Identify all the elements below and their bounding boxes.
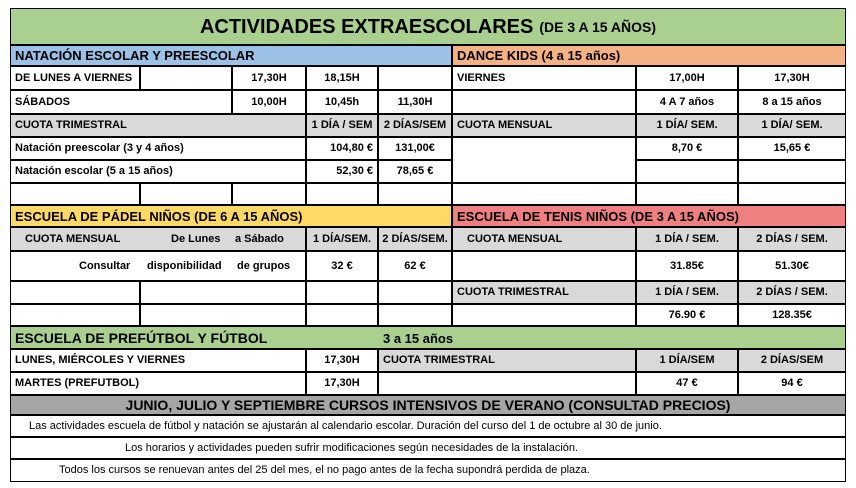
futbol-tuesday-label: MARTES (PREFUTBOL) (10, 372, 306, 395)
futbol-price-2: 94 € (738, 372, 846, 395)
natacion-escolar-price-1: 52,30 € (306, 160, 378, 183)
natacion-saturday-time-2: 10,45h (306, 90, 378, 114)
empty-cell (452, 183, 636, 205)
empty-cell (10, 281, 140, 304)
title-main: ACTIVIDADES EXTRAESCOLARES (199, 15, 534, 38)
empty-cell (738, 160, 846, 183)
empty-cell (378, 304, 452, 326)
natacion-preescolar-label: Natación preescolar (3 y 4 años) (10, 137, 306, 160)
natacion-weekdays-time-1: 17,30H (232, 66, 306, 90)
futbol-fee-label: CUOTA TRIMESTRAL (378, 349, 636, 372)
natacion-escolar-price-2: 78,65 € (378, 160, 452, 183)
futbol-ages: 3 a 15 años (383, 331, 454, 346)
natacion-escolar-label: Natación escolar (5 a 15 años) (10, 160, 306, 183)
empty-cell (636, 160, 738, 183)
empty-cell (378, 372, 636, 395)
futbol-fee-col-2: 2 DÍAS/SEM (738, 349, 846, 372)
tenis-quarterly-price-1: 76.90 € (636, 304, 738, 326)
tenis-monthly-price-2: 51.30€ (738, 251, 846, 281)
empty-cell (452, 90, 636, 114)
empty-cell (140, 281, 306, 304)
empty-cell (10, 304, 140, 326)
empty-cell (306, 281, 378, 304)
empty-cell (306, 183, 378, 205)
dance-fee-col-1: 1 DÍA/ SEM. (636, 114, 738, 137)
padel-fee-col-2: 2 DÍAS/SEM. (378, 227, 452, 251)
futbol-fee-col-1: 1 DÍA/SEM (636, 349, 738, 372)
note-1: Las actividades escuela de fútbol y natación se ajustarán al calendario escolar. Duración del curso del 1 de octubre al 30 de junio. (10, 415, 846, 437)
tenis-monthly-price-1: 31.85€ (636, 251, 738, 281)
dance-price-1: 8,70 € (636, 137, 738, 160)
empty-cell (306, 304, 378, 326)
padel-days-to: a Sábado (235, 233, 284, 245)
dance-age-2: 8 a 15 años (738, 90, 846, 114)
empty-cell (378, 281, 452, 304)
padel-price-1: 32 € (306, 251, 378, 281)
tenis-quarterly-label: CUOTA TRIMESTRAL (452, 281, 636, 304)
tenis-header: ESCUELA DE TENIS NIÑOS (DE 3 A 15 AÑOS) (452, 205, 846, 227)
padel-fee-col-1: 1 DÍA/SEM. (306, 227, 378, 251)
natacion-saturday-time-3: 11,30H (378, 90, 452, 114)
empty-cell (140, 66, 232, 90)
empty-cell (232, 183, 306, 205)
padel-note-word-1: Consultar (79, 260, 131, 272)
padel-note-word-3: de grupos (237, 260, 291, 272)
dance-age-1: 4 A 7 años (636, 90, 738, 114)
futbol-weekdays-label: LUNES, MIÉRCOLES Y VIERNES (10, 349, 306, 372)
natacion-saturday-label: SÁBADOS (10, 90, 232, 114)
dance-day-label: VIERNES (452, 66, 636, 90)
activities-sheet (10, 8, 846, 482)
natacion-weekdays-label: DE LUNES A VIERNES (10, 66, 140, 90)
empty-cell (140, 183, 232, 205)
title-sub: (DE 3 A 15 AÑOS) (539, 18, 657, 35)
empty-cell (636, 183, 738, 205)
tenis-monthly-col-1: 1 DÍA / SEM. (636, 227, 738, 251)
summer-banner: JUNIO, JULIO Y SEPTIEMBRE CURSOS INTENSIVOS DE VERANO (CONSULTAD PRECIOS) (10, 395, 846, 415)
futbol-price-1: 47 € (636, 372, 738, 395)
padel-price-2: 62 € (378, 251, 452, 281)
empty-cell (378, 183, 452, 205)
tenis-quarterly-col-1: 1 DÍA / SEM. (636, 281, 738, 304)
padel-days-from: De Lunes (171, 233, 221, 245)
dance-price-2: 15,65 € (738, 137, 846, 160)
tenis-quarterly-col-2: 2 DÍAS / SEM. (738, 281, 846, 304)
empty-cell (452, 137, 636, 183)
futbol-header-bar (10, 326, 846, 349)
natacion-saturday-time-1: 10,00H (232, 90, 306, 114)
dance-time-1: 17,00H (636, 66, 738, 90)
padel-fee-row (10, 227, 306, 251)
natacion-preescolar-price-2: 131,00€ (378, 137, 452, 160)
title-bar (10, 8, 846, 45)
empty-cell (738, 183, 846, 205)
tenis-quarterly-price-2: 128.35€ (738, 304, 846, 326)
tenis-monthly-label: CUOTA MENSUAL (452, 227, 636, 251)
padel-availability-row (10, 251, 306, 281)
empty-cell (378, 66, 452, 90)
futbol-header: ESCUELA DE PREFÚTBOL Y FÚTBOL (15, 329, 268, 346)
natacion-fee-col-2: 2 DÍAS/SEM (378, 114, 452, 137)
tenis-monthly-col-2: 2 DÍAS / SEM. (738, 227, 846, 251)
note-3: Todos los cursos se renuevan antes del 25 del mes, el no pago antes de la fecha supondrá perdida de plaza. (10, 459, 846, 482)
dance-time-2: 17,30H (738, 66, 846, 90)
dance-header: DANCE KIDS (4 a 15 años) (452, 45, 846, 66)
natacion-header: NATACIÓN ESCOLAR Y PREESCOLAR (10, 45, 452, 66)
note-2: Los horarios y actividades pueden sufrir modificaciones según necesidades de la instalación. (10, 437, 846, 459)
padel-note-word-2: disponibilidad (147, 260, 222, 272)
futbol-tuesday-time: 17,30H (306, 372, 378, 395)
dance-fee-col-2: 1 DÍA/ SEM. (738, 114, 846, 137)
padel-header: ESCUELA DE PÁDEL NIÑOS (DE 6 A 15 AÑOS) (10, 205, 452, 227)
padel-fee-label: CUOTA MENSUAL (25, 233, 121, 245)
natacion-preescolar-price-1: 104,80 € (306, 137, 378, 160)
natacion-fee-label: CUOTA TRIMESTRAL (10, 114, 306, 137)
empty-cell (452, 304, 636, 326)
dance-fee-label: CUOTA MENSUAL (452, 114, 636, 137)
natacion-fee-col-1: 1 DÍA / SEM (306, 114, 378, 137)
empty-cell (452, 251, 636, 281)
empty-cell (10, 183, 140, 205)
empty-cell (140, 304, 306, 326)
natacion-weekdays-time-2: 18,15H (306, 66, 378, 90)
futbol-weekdays-time: 17,30H (306, 349, 378, 372)
